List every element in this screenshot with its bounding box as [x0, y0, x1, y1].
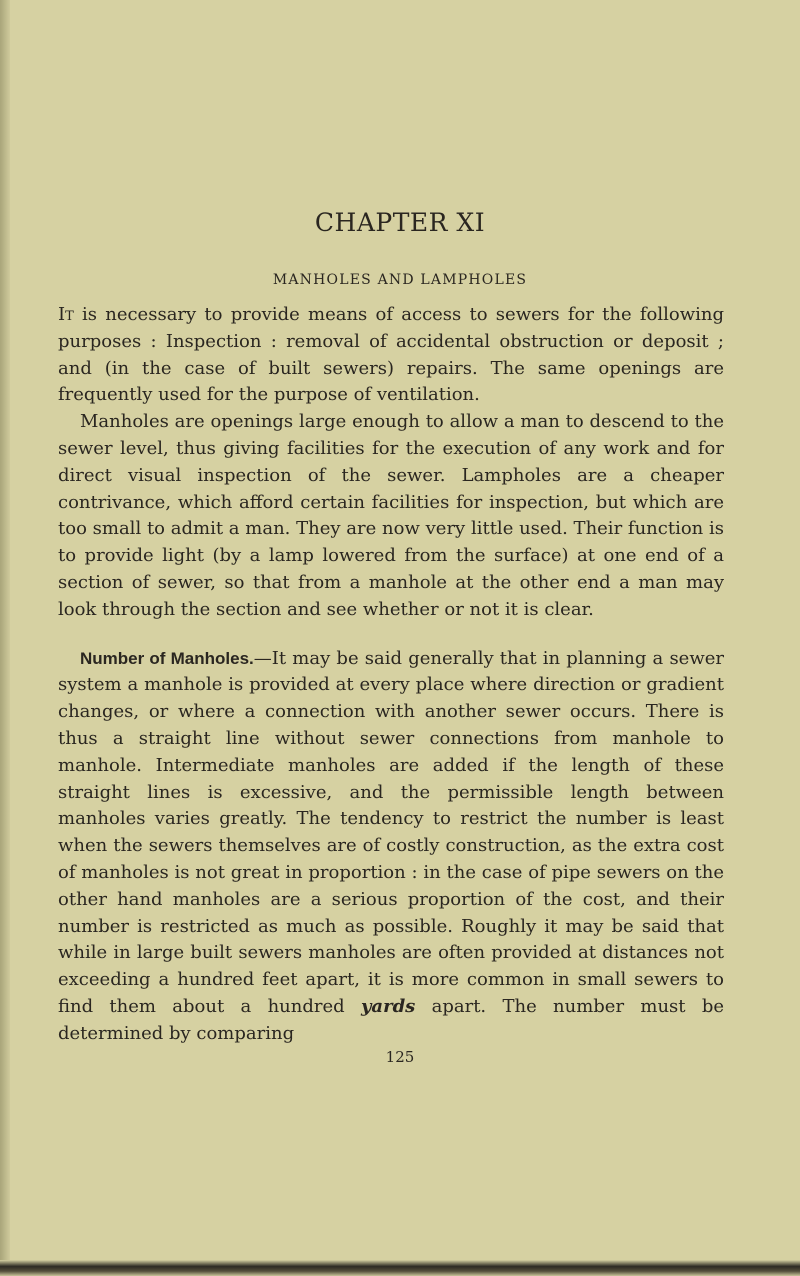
- page-bottom-edge: [0, 1260, 800, 1276]
- body-text: [58, 302, 724, 1048]
- section-title: MANHOLES AND LAMPHOLES: [272, 272, 528, 288]
- emphasis-yards: yards: [360, 995, 416, 1017]
- paragraph-lead-word: It: [58, 304, 74, 325]
- paragraph-access: [58, 302, 724, 409]
- page-binding-edge: [0, 0, 10, 1276]
- chapter-title: CHAPTER XI: [314, 208, 486, 237]
- page-number: 125: [385, 1048, 415, 1066]
- paragraph-number-text-2: apart. The number must be determined by comparing: [58, 995, 724, 1044]
- paragraph-number-of-manholes: [58, 646, 724, 1048]
- paragraph-number-text-1: —It may be said generally that in planning a sewer system a manhole is provided at every place where direction or gradient changes, or where a connection with another sewer occurs. There is thus a straight line without sewer connections from manhole to manhole. Intermediate manholes are added if the length of these straight lines is excessive, and the permissible length between manholes varies greatly. The tendency to restrict the number is least when the sewers themselves are of costly construction, as the extra cost of manholes is not great in proportion : in the case of pipe sewers on the other hand manholes are a serious proportion of the cost, and their number is restricted as much as possible. Roughly it may be said that while in large built sewers manholes are often provided at distances not exceeding a hundred feet apart, it is more common in small sewers to find them about a hundred: [58, 647, 724, 1017]
- run-in-heading: Number of Manholes.: [80, 648, 254, 668]
- paragraph-access-text: is necessary to provide means of access to sewers for the following purposes : Inspection : removal of accidental obstruction or deposit ; and (in the case of built sewers) repairs. The same openings are frequently used for the purpose of ventilation.: [58, 304, 724, 406]
- paragraph-manholes-lampholes: Manholes are openings large enough to allow a man to descend to the sewer level, thus giving facilities for the execution of any work and for direct visual inspection of the sewer. Lampholes are a cheaper contrivance, which afford certain facilities for inspection, but which are too small to admit a man. They are now very little used. Their function is to provide light (by a lamp lowered from the surface) at one end of a section of sewer, so that from a manhole at the other end a man may look through the section and see whether or not it is clear.: [58, 411, 724, 620]
